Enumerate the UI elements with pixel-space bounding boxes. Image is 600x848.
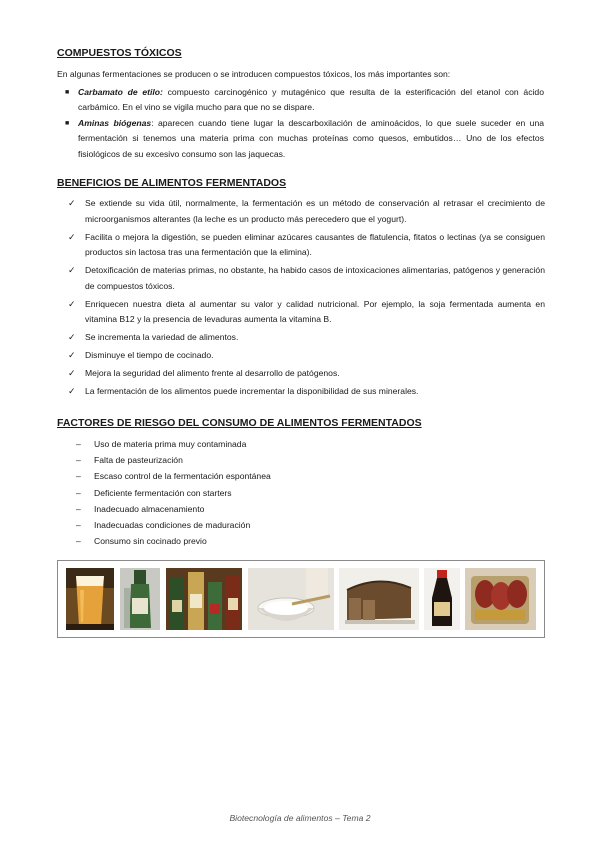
yogurt-bowl-photo: [248, 568, 334, 630]
sausages-photo: [465, 568, 536, 630]
dash-bullet: –: [76, 503, 81, 514]
check-icon: ✓: [68, 386, 76, 397]
beneficios-list: [68, 196, 545, 402]
beer-glass-photo: [66, 568, 114, 630]
list-item: – Deficiente fermentación con starters: [94, 485, 494, 501]
list-item: ✓ Enriquecen nuestra dieta al aumentar su valor y calidad nutricional. Por ejemplo, la soja fermentada aumenta en vitamina B12 y la presencia de levaduras aumenta la vitamina B.: [68, 298, 545, 325]
square-bullet-icon: ■: [65, 89, 70, 96]
soy-sauce-photo: [424, 568, 460, 630]
list-item: – Escaso control de la fermentación espontánea: [94, 468, 494, 484]
page-footer: Biotecnología de alimentos – Tema 2: [229, 813, 371, 823]
toxicos-intro: En algunas fermentaciones se producen o se introducen compuestos tóxicos, los más importantes son:: [57, 69, 451, 79]
list-item: – Uso de materia prima muy contaminada: [94, 436, 494, 452]
list-item: ✓ Se extiende su vida útil, normalmente, la fermentación es un método de conservación al retrasar el crecimiento de microorganismos alterantes (la leche es un producto más perecedero que el yogurt).: [68, 198, 545, 224]
check-icon: ✓: [68, 332, 76, 343]
list-item: ✓ Disminuye el tiempo de cocinado.: [85, 348, 545, 364]
list-item: ✓ Se incrementa la variedad de alimentos.: [85, 330, 545, 346]
check-icon: ✓: [68, 231, 76, 242]
dash-bullet: –: [76, 520, 81, 531]
list-item: [65, 116, 545, 162]
bottle-photo: [120, 568, 160, 630]
riesgo-list: [76, 436, 494, 549]
list-item: – Inadecuado almacenamiento: [94, 501, 494, 517]
term-label: Carbamato de etilo:: [78, 87, 163, 97]
term-label: Aminas biógenas: [78, 117, 152, 128]
bread-loaf-photo: [339, 568, 419, 630]
term-text: compuesto carcinogénico y mutagénico que resulta de la esterificación del etanol con ácido carbámico. En el vino se vigila mucho para que no se dispare.: [78, 87, 544, 113]
list-item: – Consumo sin cocinado previo: [94, 533, 494, 549]
section-title-beneficios: BENEFICIOS DE ALIMENTOS FERMENTADOS: [57, 177, 287, 189]
list-item: ✓ La fermentación de los alimentos puede incrementar la disponibilidad de sus minerales.: [85, 384, 545, 400]
dash-bullet: –: [76, 439, 81, 449]
check-icon: ✓: [68, 198, 76, 208]
liquor-bottles-photo: [166, 568, 242, 630]
square-bullet-icon: ■: [65, 119, 70, 127]
check-icon: ✓: [68, 368, 76, 379]
list-item: ✓ Mejora la seguridad del alimento frente al desarrollo de patógenos.: [85, 366, 545, 382]
fermented-foods-photo-strip: [57, 560, 545, 638]
dash-bullet: –: [76, 455, 81, 466]
dash-bullet: –: [76, 471, 81, 482]
check-icon: ✓: [68, 298, 76, 309]
dash-bullet: –: [76, 536, 81, 547]
list-item: – Inadecuadas condiciones de maduración: [94, 517, 494, 533]
list-item: ✓ Detoxificación de materias primas, no obstante, ha habido casos de intoxicaciones alimentarias, patógenos y generación de compuestos tóxicos.: [68, 265, 545, 291]
dash-bullet: –: [76, 487, 81, 498]
section-title-toxicos: COMPUESTOS TÓXICOS: [57, 47, 182, 59]
toxicos-list: [65, 85, 545, 162]
list-item: ✓ Facilita o mejora la digestión, se pueden eliminar azúcares causantes de flatulencia, fitatos o lectinas (ya se consiguen productos sin lactosa tras una fermentación que la elimina).: [68, 231, 545, 258]
list-item: [65, 85, 544, 116]
section-title-riesgo: FACTORES DE RIESGO DEL CONSUMO DE ALIMENTOS FERMENTADOS: [57, 417, 422, 429]
check-icon: ✓: [68, 265, 76, 276]
check-icon: ✓: [68, 350, 76, 361]
list-item: – Falta de pasteurización: [94, 452, 494, 468]
term-text: : aparecen cuando tiene lugar la descarboxilación de aminoácidos, lo que suele suceder en una fermentación si tenemos una materia prima con muchas proteínas como quesos, embutidos… Uno de los efectos fisiológicos de su excesivo consumo son las jaquecas.: [78, 117, 545, 159]
